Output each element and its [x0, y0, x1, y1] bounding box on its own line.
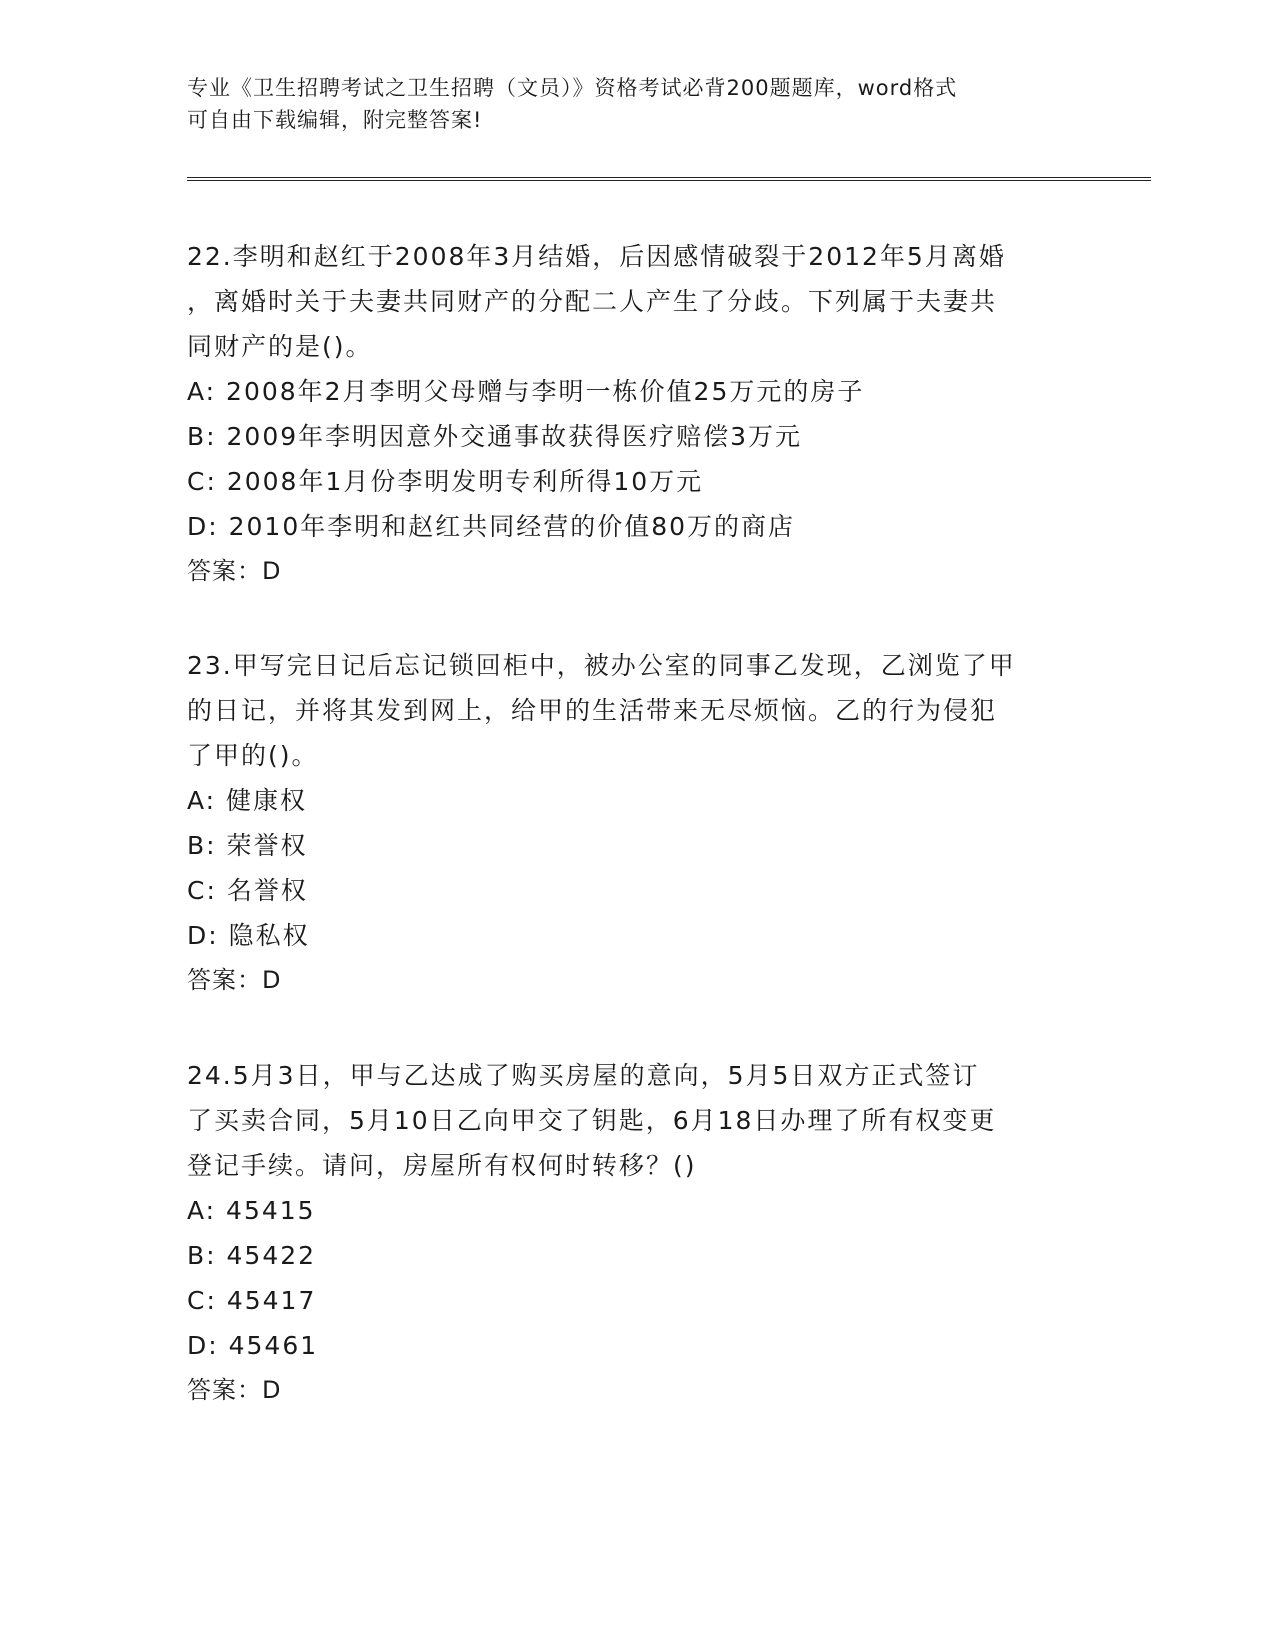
question-stem-line: 了买卖合同，5月10日乙向甲交了钥匙，6月18日办理了所有权变更	[187, 1106, 997, 1135]
header-divider	[187, 177, 1151, 181]
question-stem-line: 24.5月3日，甲与乙达成了购买房屋的意向，5月5日双方正式签订	[187, 1061, 980, 1090]
question-stem-line: 了甲的()。	[187, 741, 319, 770]
question-24	[187, 1053, 1067, 1413]
header-line-2: 可自由下载编辑，附完整答案!	[187, 108, 483, 132]
question-23	[187, 643, 1067, 1003]
option-c: C: 2008年1月份李明发明专利所得10万元	[187, 467, 704, 496]
option-a: A: 健康权	[187, 786, 308, 815]
answer-line: 答案：D	[187, 966, 282, 994]
option-b: B: 荣誉权	[187, 831, 308, 860]
option-d: D: 隐私权	[187, 921, 310, 950]
document-header	[187, 72, 1067, 136]
question-stem-line: 23.甲写完日记后忘记锁回柜中，被办公室的同事乙发现，乙浏览了甲	[187, 651, 1016, 680]
question-stem-line: 22.李明和赵红于2008年3月结婚，后因感情破裂于2012年5月离婚	[187, 242, 1006, 271]
header-line-1: 专业《卫生招聘考试之卫生招聘（文员）》资格考试必背200题题库，word格式	[187, 76, 958, 100]
option-a: A: 2008年2月李明父母赠与李明一栋价值25万元的房子	[187, 377, 865, 406]
question-stem-line: 同财产的是()。	[187, 332, 373, 361]
option-c: C: 45417	[187, 1286, 317, 1315]
answer-line: 答案：D	[187, 1376, 282, 1404]
option-c: C: 名誉权	[187, 876, 308, 905]
question-stem-line: 登记手续。请问，房屋所有权何时转移？()	[187, 1151, 697, 1180]
option-d: D: 45461	[187, 1331, 319, 1360]
question-22	[187, 234, 1067, 594]
question-stem-line: 的日记，并将其发到网上，给甲的生活带来无尽烦恼。乙的行为侵犯	[187, 696, 998, 725]
option-b: B: 45422	[187, 1241, 317, 1270]
answer-line: 答案：D	[187, 557, 282, 585]
option-a: A: 45415	[187, 1196, 316, 1225]
option-d: D: 2010年李明和赵红共同经营的价值80万的商店	[187, 512, 796, 541]
option-b: B: 2009年李明因意外交通事故获得医疗赔偿3万元	[187, 422, 803, 451]
question-stem-line: ，离婚时关于夫妻共同财产的分配二人产生了分歧。下列属于夫妻共	[187, 287, 998, 316]
